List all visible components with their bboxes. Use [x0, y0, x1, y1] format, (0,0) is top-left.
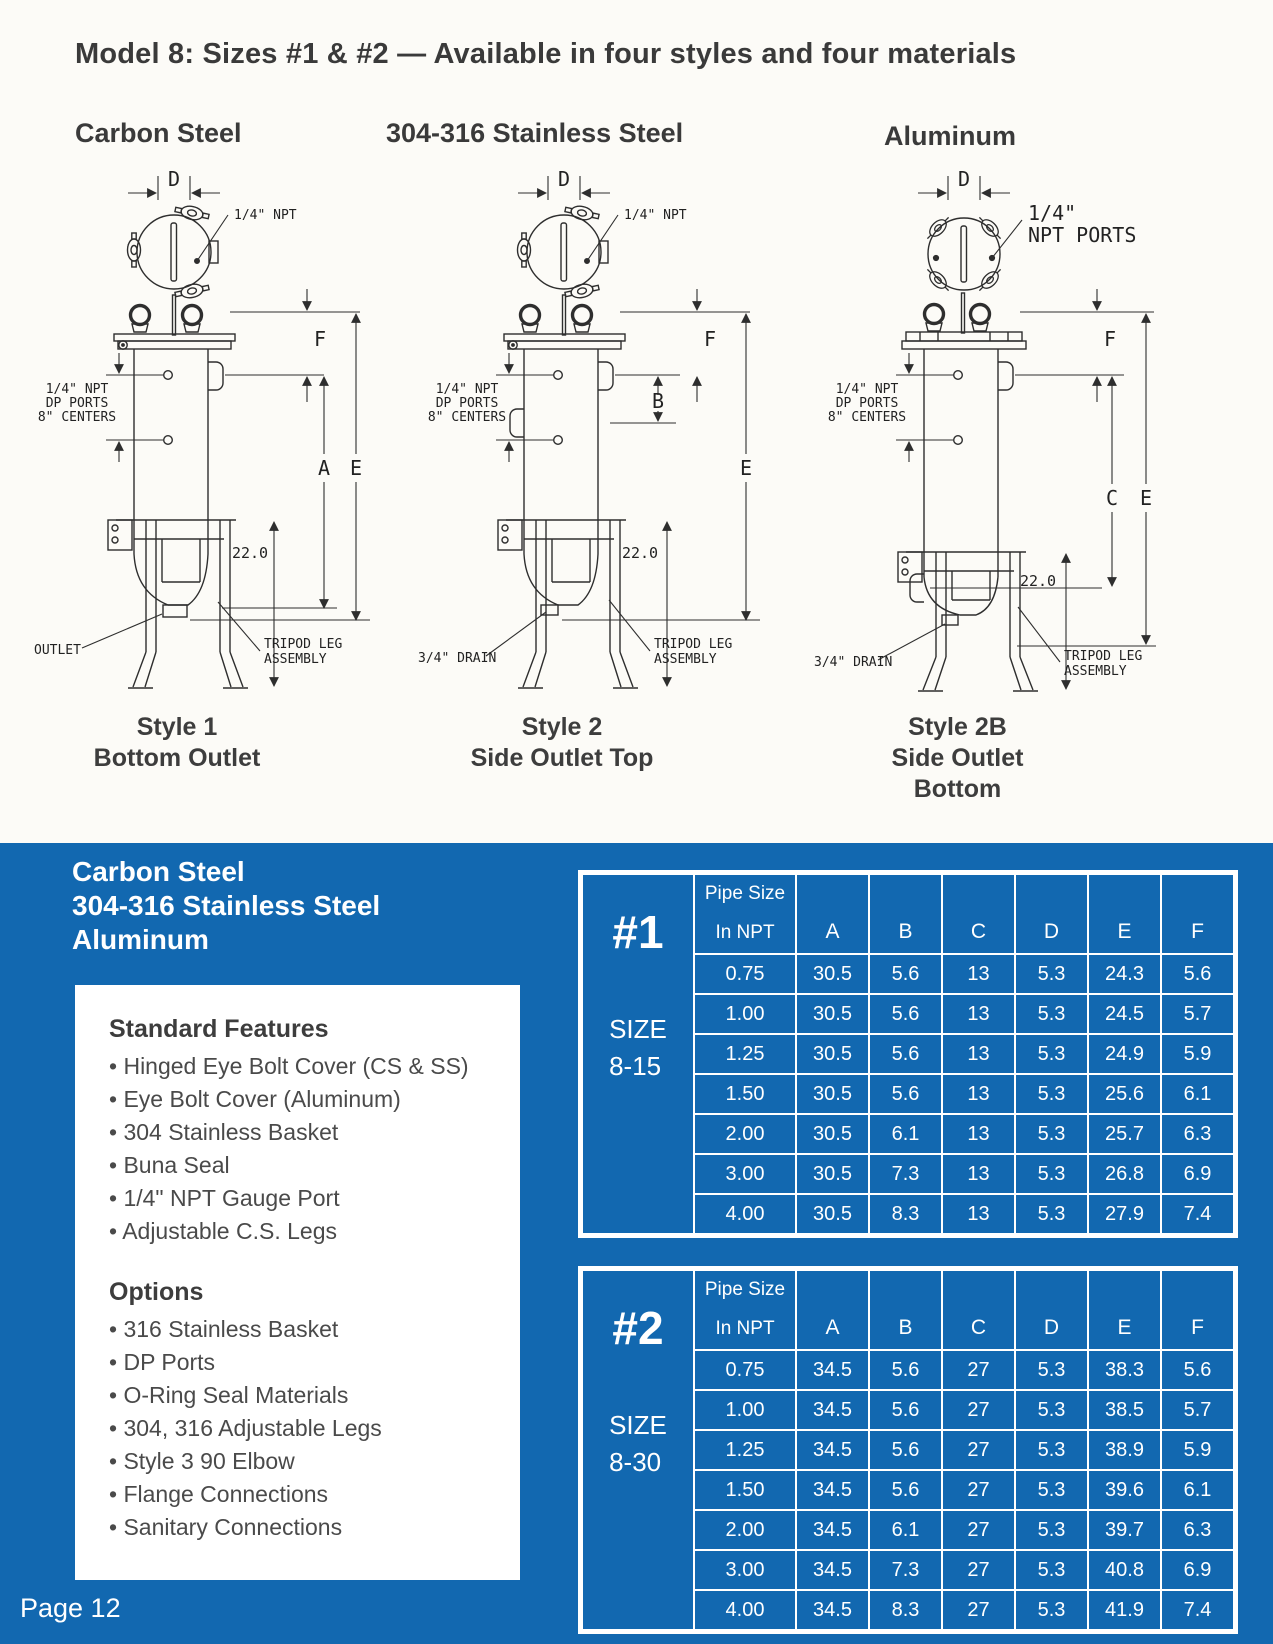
- dim-value-cell: 5.6: [1162, 1351, 1233, 1389]
- dim-value-cell: 5.9: [1162, 1431, 1233, 1469]
- npt-port-label-2: NPT PORTS: [1028, 223, 1137, 247]
- dim-label-b: B: [651, 389, 665, 413]
- dim-value-cell: 26.8: [1089, 1155, 1160, 1193]
- feature-item: • Adjustable C.S. Legs: [109, 1215, 500, 1248]
- option-item: • DP Ports: [109, 1346, 500, 1379]
- pipe-size-header: [695, 875, 795, 953]
- pipe-size-cell: 1.50: [695, 1471, 795, 1509]
- npt-port-label: 1/4" NPT: [624, 208, 687, 223]
- pipe-size-cell: 0.75: [695, 1351, 795, 1389]
- dim-value-cell: 38.3: [1089, 1351, 1160, 1389]
- dim-value-cell: 39.6: [1089, 1471, 1160, 1509]
- dim-value-cell: 5.3: [1016, 1471, 1087, 1509]
- dim-value-cell: 24.3: [1089, 955, 1160, 993]
- dim-value-cell: 27: [943, 1471, 1014, 1509]
- tripod-label-2: ASSEMBLY: [1064, 664, 1127, 679]
- dim-value-cell: 5.6: [870, 1351, 941, 1389]
- dim-value-cell: 5.6: [870, 995, 941, 1033]
- options-title: Options: [109, 1278, 204, 1306]
- option-item: • Flange Connections: [109, 1478, 500, 1511]
- dim-label-d: D: [557, 167, 571, 191]
- dim-value-cell: 5.6: [870, 1471, 941, 1509]
- carbon-steel-drawing: [22, 162, 402, 722]
- panel-heading-line: Carbon Steel: [72, 856, 245, 887]
- dim-value-cell: 5.6: [870, 1035, 941, 1073]
- dim-value-cell: 8.3: [870, 1195, 941, 1233]
- option-item: • 316 Stainless Basket: [109, 1313, 500, 1346]
- dim-value-cell: 13: [943, 1195, 1014, 1233]
- tripod-label-2: ASSEMBLY: [264, 652, 327, 667]
- standard-features-list: [109, 1050, 500, 1248]
- caption-line: Bottom: [913, 775, 1002, 803]
- options-list: [109, 1313, 500, 1544]
- pipe-size-cell: 1.25: [695, 1035, 795, 1073]
- dim-value-cell: 7.4: [1162, 1195, 1233, 1233]
- dim-value-cell: 39.7: [1089, 1511, 1160, 1549]
- dim-value-cell: 27: [943, 1591, 1014, 1629]
- dim-value-cell: 6.1: [870, 1511, 941, 1549]
- dim-value-cell: 25.7: [1089, 1115, 1160, 1153]
- table-id: #2: [612, 1302, 664, 1354]
- dim-value-cell: 5.6: [870, 1391, 941, 1429]
- dim-value-cell: 5.3: [1016, 1351, 1087, 1389]
- dim-value-cell: 27: [943, 1511, 1014, 1549]
- option-item: • Sanitary Connections: [109, 1511, 500, 1544]
- feature-item: • Buna Seal: [109, 1149, 500, 1182]
- npt-port-label: 1/4" NPT: [234, 208, 297, 223]
- caption-line: Style 2B: [908, 713, 1007, 741]
- dim-value-cell: 27: [943, 1431, 1014, 1469]
- feature-item: • 304 Stainless Basket: [109, 1116, 500, 1149]
- pipe-header-line: Pipe Size: [704, 1279, 786, 1300]
- col-header-b: B: [870, 1271, 941, 1349]
- pipe-size-header: [695, 1271, 795, 1349]
- col-header-e: E: [1089, 1271, 1160, 1349]
- dim-value-cell: 34.5: [797, 1551, 868, 1589]
- dim-value-cell: 5.3: [1016, 1155, 1087, 1193]
- dim-label-f: F: [1104, 327, 1117, 351]
- feature-item: • Eye Bolt Cover (Aluminum): [109, 1083, 500, 1116]
- panel-materials-heading: [72, 855, 380, 957]
- features-box: [75, 985, 520, 1580]
- dim-value-cell: 34.5: [797, 1511, 868, 1549]
- caption-line: Style 1: [136, 713, 218, 741]
- page-number: Page 12: [20, 1593, 121, 1623]
- dim-value-cell: 5.3: [1016, 1591, 1087, 1629]
- aluminum-drawing: [812, 162, 1252, 722]
- dim-value-cell: 5.7: [1162, 1391, 1233, 1429]
- feature-item: • Hinged Eye Bolt Cover (CS & SS): [109, 1050, 500, 1083]
- dim-value-cell: 34.5: [797, 1431, 868, 1469]
- top-view: [518, 203, 619, 301]
- dim-value-cell: 5.3: [1016, 1431, 1087, 1469]
- dim-value-cell: 8.3: [870, 1591, 941, 1629]
- dp-ports-label-1: 1/4" NPT: [45, 382, 109, 397]
- dim-value-cell: 34.5: [797, 1471, 868, 1509]
- dim-value-cell: 27: [943, 1351, 1014, 1389]
- dim-value-cell: 7.3: [870, 1551, 941, 1589]
- dim-label-a: A: [317, 456, 331, 480]
- dim-value-cell: 41.9: [1089, 1591, 1160, 1629]
- dim-value-cell: 5.3: [1016, 1511, 1087, 1549]
- dim-value-cell: 7.4: [1162, 1591, 1233, 1629]
- pipe-size-cell: 3.00: [695, 1551, 795, 1589]
- caption-line: Side Outlet Top: [470, 744, 654, 772]
- material-heading-carbon-steel: Carbon Steel: [75, 118, 242, 148]
- dim-value-cell: 30.5: [797, 955, 868, 993]
- dim-value-cell: 38.5: [1089, 1391, 1160, 1429]
- size-range: 8-15: [609, 1051, 662, 1081]
- col-header-d: D: [1016, 1271, 1087, 1349]
- col-header-d: D: [1016, 875, 1087, 953]
- dim-value-cell: 13: [943, 1075, 1014, 1113]
- dim-label-d: D: [167, 167, 181, 191]
- size-1-label-cell: [583, 875, 693, 1233]
- size-range: 8-30: [609, 1447, 662, 1477]
- col-header-c: C: [943, 875, 1014, 953]
- pipe-size-cell: 1.00: [695, 1391, 795, 1429]
- top-view: [923, 213, 1022, 295]
- pipe-header-line: In NPT: [715, 922, 775, 943]
- basket-height-label: 22.0: [231, 544, 269, 562]
- dp-ports-label-2: DP PORTS: [45, 396, 109, 411]
- style-1-caption: [27, 712, 327, 774]
- dim-value-cell: 27: [943, 1551, 1014, 1589]
- pipe-size-cell: 4.00: [695, 1591, 795, 1629]
- drain-label: 3/4" DRAIN: [418, 651, 497, 666]
- panel-heading-line: Aluminum: [72, 924, 209, 955]
- outlet-label: OUTLET: [34, 643, 81, 658]
- dim-value-cell: 5.6: [870, 1075, 941, 1113]
- dim-value-cell: 30.5: [797, 995, 868, 1033]
- pipe-size-cell: 1.25: [695, 1431, 795, 1469]
- col-header-f: F: [1162, 1271, 1233, 1349]
- dim-value-cell: 6.3: [1162, 1115, 1233, 1153]
- dim-value-cell: 5.7: [1162, 995, 1233, 1033]
- dim-value-cell: 30.5: [797, 1075, 868, 1113]
- dim-label-e: E: [739, 456, 753, 480]
- dim-value-cell: 24.5: [1089, 995, 1160, 1033]
- dim-value-cell: 34.5: [797, 1351, 868, 1389]
- dim-value-cell: 27.9: [1089, 1195, 1160, 1233]
- panel-heading-line: 304-316 Stainless Steel: [72, 890, 381, 921]
- side-view: [498, 295, 638, 688]
- pipe-size-cell: 1.50: [695, 1075, 795, 1113]
- option-item: • O-Ring Seal Materials: [109, 1379, 500, 1412]
- spec-panel: [0, 843, 1273, 1644]
- tripod-label-2: ASSEMBLY: [654, 652, 717, 667]
- standard-features-title: Standard Features: [109, 1015, 329, 1043]
- dim-value-cell: 30.5: [797, 1195, 868, 1233]
- dim-value-cell: 6.3: [1162, 1511, 1233, 1549]
- dim-value-cell: 5.3: [1016, 1391, 1087, 1429]
- option-item: • Style 3 90 Elbow: [109, 1445, 500, 1478]
- side-view: [108, 295, 248, 688]
- size-2-label-cell: [583, 1271, 693, 1629]
- dim-value-cell: 13: [943, 995, 1014, 1033]
- size-1-dimension-table: [578, 870, 1238, 1238]
- table-size-label: [609, 1011, 667, 1085]
- table-id: #1: [612, 906, 664, 958]
- size-word: SIZE: [609, 1410, 667, 1440]
- dp-ports-label-1: 1/4" NPT: [435, 382, 499, 397]
- dim-value-cell: 5.3: [1016, 1075, 1087, 1113]
- size-2-dimension-table: [578, 1266, 1238, 1634]
- dim-value-cell: 5.9: [1162, 1035, 1233, 1073]
- dim-value-cell: 30.5: [797, 1155, 868, 1193]
- pipe-header-line: In NPT: [715, 1318, 775, 1339]
- pipe-size-cell: 2.00: [695, 1511, 795, 1549]
- dim-label-c: C: [1105, 486, 1119, 510]
- tripod-label-1: TRIPOD LEG: [264, 637, 343, 652]
- dim-value-cell: 5.3: [1016, 1195, 1087, 1233]
- dim-value-cell: 5.3: [1016, 995, 1087, 1033]
- dim-value-cell: 34.5: [797, 1591, 868, 1629]
- stainless-steel-drawing: [412, 162, 792, 722]
- style-2-caption: [412, 712, 712, 774]
- col-header-a: A: [797, 1271, 868, 1349]
- tripod-label-1: TRIPOD LEG: [654, 637, 733, 652]
- basket-height-label: 22.0: [621, 544, 659, 562]
- dim-value-cell: 5.3: [1016, 1551, 1087, 1589]
- dim-value-cell: 13: [943, 1155, 1014, 1193]
- dim-value-cell: 13: [943, 1115, 1014, 1153]
- pipe-header-line: Pipe Size: [704, 883, 786, 904]
- dim-value-cell: 25.6: [1089, 1075, 1160, 1113]
- size-word: SIZE: [609, 1014, 667, 1044]
- caption-line: Side Outlet: [891, 744, 1024, 772]
- page-title: Model 8: Sizes #1 & #2 — Available in four styles and four materials: [75, 38, 1017, 70]
- side-view: [898, 293, 1038, 691]
- pipe-size-cell: 4.00: [695, 1195, 795, 1233]
- col-header-e: E: [1089, 875, 1160, 953]
- caption-line: Bottom Outlet: [93, 744, 261, 772]
- material-heading-aluminum: Aluminum: [884, 121, 1016, 151]
- dim-value-cell: 5.6: [870, 1431, 941, 1469]
- dim-label-e: E: [349, 456, 363, 480]
- dim-value-cell: 6.9: [1162, 1155, 1233, 1193]
- dp-ports-label-3: 8" CENTERS: [37, 410, 117, 425]
- dim-value-cell: 6.1: [1162, 1471, 1233, 1509]
- dim-label-e: E: [1139, 486, 1153, 510]
- dp-ports-label-2: DP PORTS: [435, 396, 499, 411]
- col-header-a: A: [797, 875, 868, 953]
- tripod-label-1: TRIPOD LEG: [1064, 649, 1143, 664]
- dp-ports-label-3: 8" CENTERS: [827, 410, 907, 425]
- dim-value-cell: 24.9: [1089, 1035, 1160, 1073]
- basket-height-label: 22.0: [1019, 572, 1057, 590]
- col-header-c: C: [943, 1271, 1014, 1349]
- npt-port-label: 1/4": [1028, 201, 1077, 225]
- col-header-b: B: [870, 875, 941, 953]
- dim-value-cell: 5.3: [1016, 1035, 1087, 1073]
- dim-value-cell: 7.3: [870, 1155, 941, 1193]
- dim-value-cell: 6.1: [1162, 1075, 1233, 1113]
- dim-value-cell: 27: [943, 1391, 1014, 1429]
- dim-value-cell: 30.5: [797, 1115, 868, 1153]
- drain-label: 3/4" DRAIN: [814, 655, 893, 670]
- pipe-size-cell: 0.75: [695, 955, 795, 993]
- pipe-size-cell: 1.00: [695, 995, 795, 1033]
- col-header-f: F: [1162, 875, 1233, 953]
- dim-value-cell: 5.3: [1016, 955, 1087, 993]
- caption-line: Style 2: [521, 713, 603, 741]
- table-size-label: [609, 1407, 667, 1481]
- material-heading-stainless: 304-316 Stainless Steel: [386, 118, 684, 148]
- dim-value-cell: 13: [943, 1035, 1014, 1073]
- dim-value-cell: 6.1: [870, 1115, 941, 1153]
- option-item: • 304, 316 Adjustable Legs: [109, 1412, 500, 1445]
- dim-label-f: F: [704, 327, 717, 351]
- dim-value-cell: 34.5: [797, 1391, 868, 1429]
- pipe-size-cell: 2.00: [695, 1115, 795, 1153]
- dp-ports-label-2: DP PORTS: [835, 396, 899, 411]
- dim-value-cell: 5.6: [870, 955, 941, 993]
- dim-value-cell: 5.3: [1016, 1115, 1087, 1153]
- dp-ports-label-1: 1/4" NPT: [835, 382, 899, 397]
- dim-label-f: F: [314, 327, 327, 351]
- dim-value-cell: 40.8: [1089, 1551, 1160, 1589]
- dim-value-cell: 5.6: [1162, 955, 1233, 993]
- pipe-size-cell: 3.00: [695, 1155, 795, 1193]
- dim-label-d: D: [957, 167, 971, 191]
- dim-value-cell: 38.9: [1089, 1431, 1160, 1469]
- feature-item: • 1/4" NPT Gauge Port: [109, 1182, 500, 1215]
- dim-value-cell: 6.9: [1162, 1551, 1233, 1589]
- style-2b-caption: [810, 712, 1105, 805]
- dp-ports-label-3: 8" CENTERS: [427, 410, 507, 425]
- dim-value-cell: 30.5: [797, 1035, 868, 1073]
- dim-value-cell: 13: [943, 955, 1014, 993]
- top-view: [128, 203, 229, 301]
